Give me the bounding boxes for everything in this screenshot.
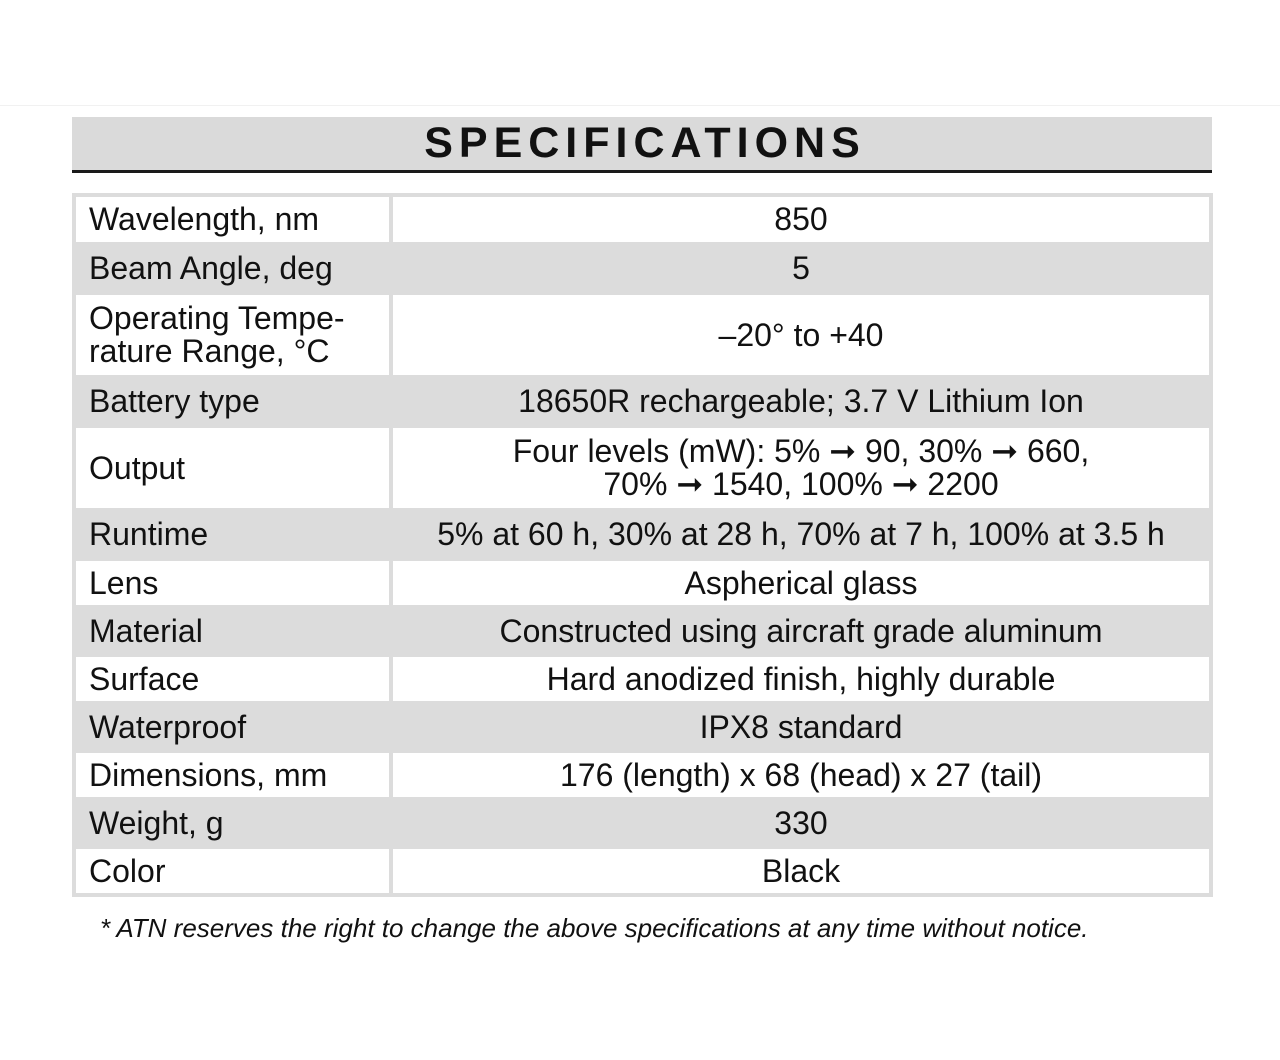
spec-value	[393, 428, 1209, 508]
spec-value	[393, 849, 1209, 893]
spec-value-text: 18650R rechargeable; 3.7 V Lithium Ion	[518, 383, 1084, 419]
spec-value	[393, 705, 1209, 749]
top-divider	[0, 105, 1280, 106]
spec-label-text: Beam Angle, deg	[89, 250, 333, 286]
spec-value	[393, 295, 1209, 375]
table-row	[76, 379, 1209, 428]
spec-table	[72, 193, 1213, 897]
spec-label-text: Output	[89, 449, 186, 486]
spec-value-text: Four levels (mW): 5% ➞ 90, 30% ➞ 660, 70% ➞ 1540, 100% ➞ 2200	[512, 433, 1090, 502]
spec-label	[76, 561, 393, 605]
spec-value-text: 850	[774, 201, 828, 237]
spec-label	[76, 295, 393, 375]
spec-value-text: 330	[774, 804, 828, 841]
table-row	[76, 197, 1209, 246]
spec-label	[76, 246, 393, 291]
spec-value-text: IPX8 standard	[699, 708, 903, 745]
table-row	[76, 753, 1209, 801]
spec-label-text: Color	[89, 852, 166, 889]
footnote: * ATN reserves the right to change the above specifications at any time without notice.	[100, 913, 1089, 943]
spec-value	[393, 561, 1209, 605]
spec-value-text: 5	[792, 250, 810, 286]
table-row	[76, 512, 1209, 561]
spec-label	[76, 753, 393, 797]
spec-value-text: Constructed using aircraft grade aluminum	[499, 612, 1103, 649]
spec-label-text: Operating Tempe- rature Range, °C	[89, 300, 345, 369]
spec-label	[76, 197, 393, 242]
spec-value-text: Hard anodized finish, highly durable	[546, 660, 1056, 697]
spec-label-text: Battery type	[89, 383, 260, 419]
spec-value	[393, 657, 1209, 701]
title-band	[72, 117, 1212, 173]
spec-label-text: Material	[89, 612, 203, 649]
table-row	[76, 849, 1209, 893]
spec-value	[393, 246, 1209, 291]
table-row	[76, 246, 1209, 295]
spec-label	[76, 657, 393, 701]
spec-label-text: Weight, g	[89, 804, 224, 841]
spec-label-text: Runtime	[89, 516, 209, 552]
table-row	[76, 561, 1209, 609]
spec-label	[76, 428, 393, 508]
spec-value	[393, 609, 1209, 653]
table-row	[76, 657, 1209, 705]
table-row	[76, 428, 1209, 512]
table-row	[76, 801, 1209, 849]
spec-label	[76, 801, 393, 845]
spec-value	[393, 197, 1209, 242]
spec-value-text: 176 (length) x 68 (head) x 27 (tail)	[559, 756, 1043, 793]
spec-label-text: Dimensions, mm	[89, 756, 328, 793]
spec-label	[76, 512, 393, 557]
spec-value-text: 5% at 60 h, 30% at 28 h, 70% at 7 h, 100% at 3.5 h	[437, 516, 1165, 552]
spec-value	[393, 512, 1209, 557]
spec-value	[393, 379, 1209, 424]
spec-value	[393, 801, 1209, 845]
spec-value-text: Black	[761, 852, 841, 889]
spec-label	[76, 705, 393, 749]
spec-label-text: Wavelength, nm	[89, 201, 320, 237]
table-row	[76, 705, 1209, 753]
table-row	[76, 295, 1209, 379]
spec-label-text: Waterproof	[89, 708, 247, 745]
spec-value-text: Aspherical glass	[684, 564, 918, 601]
spec-label-text: Surface	[89, 660, 200, 697]
spec-label-text: Lens	[89, 564, 159, 601]
spec-label	[76, 379, 393, 424]
spec-value-text: –20° to +40	[718, 316, 884, 353]
table-row	[76, 609, 1209, 657]
spec-label	[76, 849, 393, 893]
spec-label	[76, 609, 393, 653]
page-title: SPECIFICATIONS	[424, 119, 866, 167]
spec-value	[393, 753, 1209, 797]
